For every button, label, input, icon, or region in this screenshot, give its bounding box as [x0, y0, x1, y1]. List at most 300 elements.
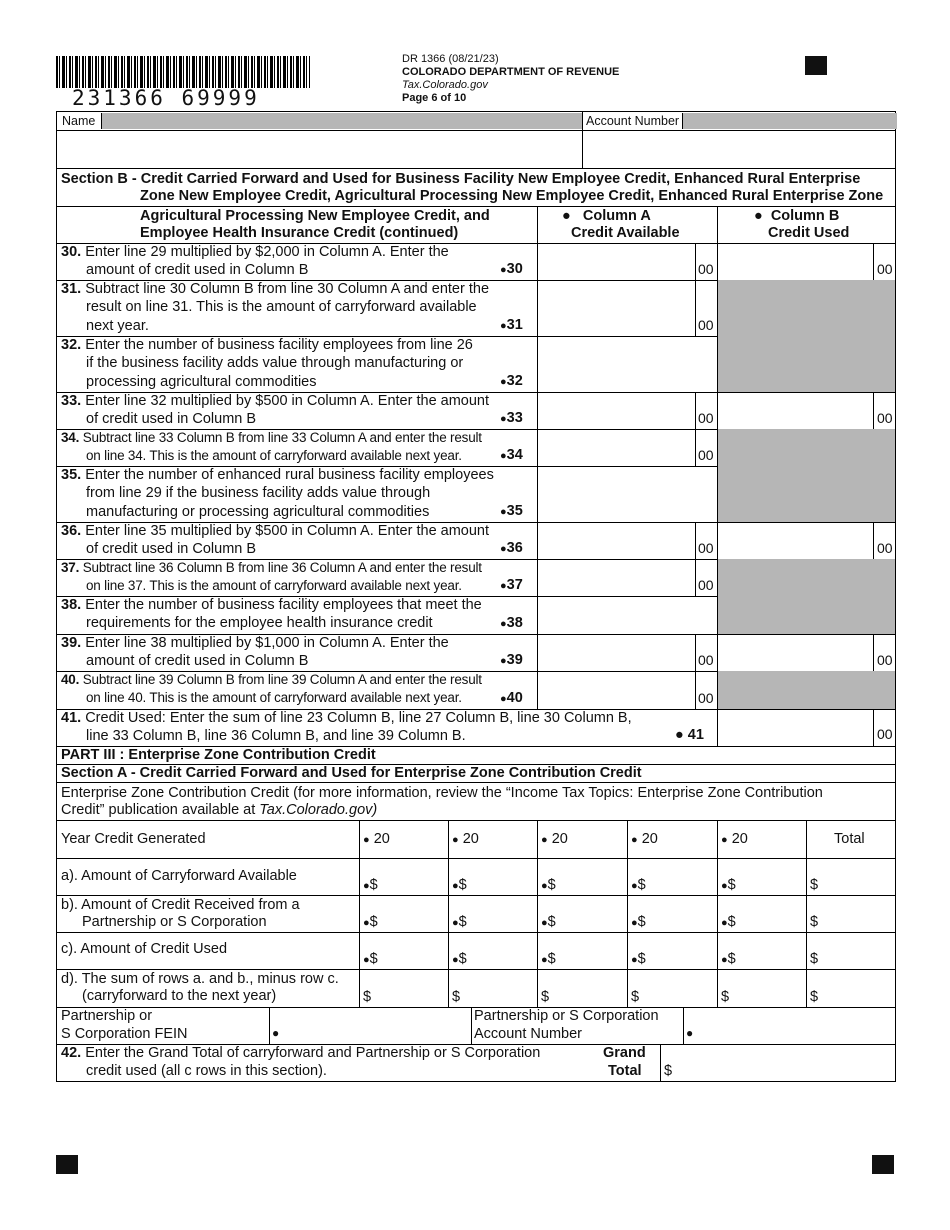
line-38-column-b-shaded — [717, 596, 895, 634]
bullet: ● — [452, 880, 459, 892]
line-41-ref-number: 41 — [687, 727, 704, 743]
row-d-label-1: d). The sum of rows a. and b., minus row c. — [61, 971, 339, 987]
dollar-sign — [541, 913, 556, 932]
bullet: ● — [721, 954, 728, 966]
name-account-row — [57, 112, 895, 169]
row-b-year-5[interactable] — [717, 895, 806, 932]
year-prefix — [363, 830, 390, 849]
row-a-year-1[interactable] — [359, 858, 448, 895]
line-36-text-1 — [61, 522, 489, 540]
line-35-desc-1: Enter the number of enhanced rural business facility employees — [85, 467, 494, 483]
dollar-sign — [631, 950, 646, 969]
line-41-text-2: line 33 Column B, line 36 Column B, and line 39 Column B. — [86, 728, 466, 744]
line-38-number: 38. — [61, 597, 82, 613]
line-41-desc-1: Credit Used: Enter the sum of line 23 Column B, line 27 Column B, line 30 Column B, — [85, 710, 632, 726]
line-35-text-3: manufacturing or processing agricultural commodities — [86, 504, 430, 520]
grid-row-a — [57, 858, 895, 896]
form-header — [402, 53, 619, 105]
dollar-sign: $ — [664, 1063, 673, 1079]
line-42-desc-1: Enter the Grand Total of carryforward and Partnership or S Corporation — [85, 1045, 541, 1061]
line-36-ref-number: 36 — [506, 540, 523, 556]
row-d-year-4[interactable] — [627, 969, 717, 1007]
bullet: ● — [363, 954, 370, 966]
bullet: ● — [754, 208, 763, 224]
part-3-section-a-row — [57, 764, 895, 783]
line-41-ref — [675, 727, 704, 743]
line-31-number: 31. — [61, 281, 82, 297]
line-32-ref — [500, 373, 523, 389]
line-39-column-b-cents: 00 — [877, 652, 893, 668]
bullet: ● — [500, 580, 507, 592]
bullet: ● — [500, 450, 507, 462]
line-38-text-1 — [61, 596, 482, 614]
line-36-column-a-cents-cell — [695, 522, 718, 559]
line-39-ref-number: 39 — [506, 652, 523, 668]
line-40-ref — [500, 690, 523, 706]
bullet: ● — [363, 880, 370, 892]
line-33-row — [57, 392, 895, 430]
row-a-year-2[interactable] — [448, 858, 537, 895]
bullet: ● — [721, 917, 728, 929]
bullet: ● — [500, 413, 507, 425]
bullet: ● — [541, 880, 548, 892]
line-31-column-b-shaded — [717, 280, 895, 336]
dollar-sign — [452, 950, 467, 969]
line-40-number: 40. — [61, 672, 80, 687]
row-d-year-1[interactable] — [359, 969, 448, 1007]
dollar-text: $ — [637, 914, 646, 930]
column-a-title — [562, 207, 651, 225]
dollar-text: $ — [547, 951, 556, 967]
bullet: ● — [500, 506, 507, 518]
dollar-text: $ — [369, 877, 378, 893]
row-b-total[interactable] — [806, 895, 895, 932]
line-33-column-a-cents: 00 — [698, 410, 714, 426]
dollar-sign — [541, 950, 556, 969]
partnership-account-label-1: Partnership or S Corporation — [474, 1008, 659, 1024]
line-37-column-a-cents: 00 — [698, 577, 714, 593]
line-39-column-a-cents-cell — [695, 634, 718, 671]
line-36-column-a-input[interactable] — [537, 522, 717, 559]
row-year-year-4-input[interactable] — [627, 820, 717, 858]
row-d-year-5[interactable] — [717, 969, 806, 1007]
row-year-year-1-input[interactable] — [359, 820, 448, 858]
line-31-ref-number: 31 — [506, 317, 523, 333]
form-id: DR 1366 (08/21/23) — [402, 53, 499, 65]
line-42-text-1 — [61, 1044, 540, 1062]
line-33-desc-1: Enter line 32 multiplied by $500 in Column A. Enter the amount — [85, 393, 490, 409]
dollar-sign: $ — [810, 914, 819, 930]
dollar-sign: $ — [721, 989, 730, 1005]
line-31-ref — [500, 317, 523, 333]
part-3-title: PART III : Enterprise Zone Contribution Credit — [61, 747, 376, 763]
line-39-column-a-input[interactable] — [537, 634, 717, 671]
row-b-year-3[interactable] — [537, 895, 627, 932]
part-3-section-a-title: Section A - Credit Carried Forward and Used for Enterprise Zone Contribution Credit — [61, 765, 642, 781]
registration-mark-bottom-left — [56, 1155, 78, 1174]
line-40-row — [57, 671, 895, 710]
bullet: ● — [452, 917, 459, 929]
line-40-column-a-cents: 00 — [698, 690, 714, 706]
line-35-column-a-input[interactable] — [537, 466, 717, 522]
line-40-column-a-cents-cell — [695, 671, 718, 709]
dollar-text: $ — [369, 914, 378, 930]
line-40-text-1 — [61, 671, 482, 689]
bullet: ● — [363, 917, 370, 929]
dollar-sign: $ — [631, 989, 640, 1005]
dollar-text: $ — [547, 914, 556, 930]
line-35-text-2: from line 29 if the business facility adds value through — [86, 485, 431, 501]
row-d-total[interactable] — [806, 969, 895, 1007]
bullet: ● — [272, 1026, 280, 1040]
bullet: ● — [500, 320, 507, 332]
account-number-input[interactable] — [583, 130, 896, 167]
barcode-number: 231366 69999 — [72, 86, 260, 110]
line-32-column-a-input[interactable] — [537, 336, 717, 392]
line-34-ref-number: 34 — [506, 447, 523, 463]
line-36-column-b-cents: 00 — [877, 540, 893, 556]
line-38-ref-number: 38 — [506, 615, 523, 631]
line-42-text-2: credit used (all c rows in this section). — [86, 1063, 327, 1079]
line-33-column-a-input[interactable] — [537, 392, 717, 429]
row-c-year-5[interactable] — [717, 932, 806, 969]
dollar-text: $ — [637, 951, 646, 967]
line-34-ref — [500, 447, 523, 463]
form-table — [56, 111, 896, 1082]
row-c-total[interactable] — [806, 932, 895, 969]
bullet: ● — [452, 954, 459, 966]
line-39-row — [57, 634, 895, 672]
line-30-desc-1: Enter line 29 multiplied by $2,000 in Column A. Enter the — [85, 244, 449, 260]
column-a-header — [537, 206, 717, 243]
line-37-number: 37. — [61, 560, 80, 575]
dollar-sign — [452, 913, 467, 932]
partnership-account-input[interactable] — [683, 1007, 895, 1044]
line-34-desc-1: Subtract line 33 Column B from line 33 Column A and enter the result — [82, 430, 482, 445]
line-37-desc-1: Subtract line 36 Column B from line 36 Column A and enter the result — [82, 560, 482, 575]
line-32-text-2: if the business facility adds value through manufacturing or — [86, 355, 464, 371]
line-35-ref — [500, 503, 523, 519]
line-36-row — [57, 522, 895, 560]
line-30-column-b-input[interactable] — [717, 243, 895, 280]
row-d-year-2[interactable] — [448, 969, 537, 1007]
line-39-column-a-cents: 00 — [698, 652, 714, 668]
name-label-shade — [101, 113, 583, 129]
line-41-column-b-input[interactable] — [717, 709, 895, 746]
bullet: ● — [562, 208, 571, 224]
line-38-column-a-input[interactable] — [537, 596, 717, 634]
line-39-text-2: amount of credit used in Column B — [86, 653, 309, 669]
row-d-label-2: (carryforward to the next year) — [82, 988, 277, 1004]
row-c-year-1[interactable] — [359, 932, 448, 969]
line-30-number: 30. — [61, 244, 82, 260]
bullet: ● — [541, 954, 548, 966]
line-33-text-2: of credit used in Column B — [86, 411, 257, 427]
line-34-number: 34. — [61, 430, 80, 445]
row-year-year-3-input[interactable] — [537, 820, 627, 858]
partnership-account-label-2: Account Number — [474, 1026, 582, 1042]
line-32-text-1 — [61, 336, 473, 354]
grid-row-b — [57, 895, 895, 933]
part-3-description-2 — [61, 801, 377, 819]
line-35-text-1 — [61, 466, 494, 484]
line-32-number: 32. — [61, 337, 82, 353]
line-33-column-b-cents-cell — [873, 392, 896, 429]
line-35-row — [57, 466, 895, 523]
line-36-number: 36. — [61, 523, 82, 539]
line-37-column-a-cents-cell — [695, 559, 718, 596]
barcode — [56, 56, 310, 88]
line-30-column-a-input[interactable] — [537, 243, 717, 280]
department-name: COLORADO DEPARTMENT OF REVENUE — [402, 66, 620, 78]
line-30-ref — [500, 261, 523, 277]
name-label: Name — [62, 114, 96, 128]
dollar-sign: $ — [810, 877, 819, 893]
line-41-cents: 00 — [877, 726, 893, 742]
line-32-desc-1: Enter the number of business facility employees from line 26 — [85, 337, 473, 353]
line-41-row — [57, 709, 895, 747]
year-prefix-text: 20 — [641, 831, 658, 847]
line-39-desc-1: Enter line 38 multiplied by $1,000 in Column A. Enter the — [85, 635, 449, 651]
line-37-ref — [500, 577, 523, 593]
page-number: Page 6 of 10 — [402, 92, 467, 104]
row-c-label: c). Amount of Credit Used — [61, 941, 228, 957]
name-row-divider — [57, 130, 895, 131]
part-3-title-row — [57, 746, 895, 765]
row-b-label-2: Partnership or S Corporation — [82, 914, 267, 930]
row-c-year-2[interactable] — [448, 932, 537, 969]
grid-row-c — [57, 932, 895, 970]
line-38-ref — [500, 615, 523, 631]
row-a-total[interactable] — [806, 858, 895, 895]
column-b-label: Column B — [770, 208, 840, 224]
year-generated-label: Year Credit Generated — [61, 831, 206, 847]
part-3-description-row — [57, 782, 895, 821]
description-text: Credit” publication available at — [61, 802, 260, 818]
line-38-desc-1: Enter the number of business facility employees that meet the — [85, 597, 482, 613]
row-b-label-1: b). Amount of Credit Received from a — [61, 897, 300, 913]
line-30-column-b-cents: 00 — [877, 261, 893, 277]
part-3-description-1: Enterprise Zone Contribution Credit (for more information, review the “Income Tax Topics: Enterprise Zone Contribution — [61, 785, 823, 801]
bullet: ● — [631, 954, 638, 966]
column-b-subtitle: Credit Used — [768, 225, 850, 241]
line-31-text-1 — [61, 280, 489, 298]
row-b-year-2[interactable] — [448, 895, 537, 932]
bullet: ● — [631, 834, 638, 846]
line-40-text-2: on line 40. This is the amount of carryforward available next year. — [86, 690, 462, 705]
dollar-sign — [631, 913, 646, 932]
row-a-year-4[interactable] — [627, 858, 717, 895]
line-40-column-b-shaded — [717, 671, 895, 709]
dollar-text: $ — [547, 877, 556, 893]
line-33-number: 33. — [61, 393, 82, 409]
dollar-sign — [631, 876, 646, 895]
dollar-sign — [541, 876, 556, 895]
dollar-text: $ — [637, 877, 646, 893]
fein-input[interactable] — [269, 1007, 471, 1044]
bullet: ● — [721, 834, 728, 846]
column-a-label: Column A — [582, 208, 651, 224]
line-34-text-2: on line 34. This is the amount of carryforward available next year. — [86, 448, 462, 463]
line-33-text-1 — [61, 392, 489, 410]
bullet: ● — [500, 376, 507, 388]
account-label-shade — [682, 113, 897, 129]
line-30-column-a-cents-cell — [695, 243, 718, 280]
dollar-text: $ — [727, 914, 736, 930]
line-30-text-2: amount of credit used in Column B — [86, 262, 309, 278]
registration-mark-bottom-right — [872, 1155, 894, 1174]
dollar-sign — [363, 950, 378, 969]
bullet: ● — [541, 917, 548, 929]
line-34-column-a-cents-cell — [695, 429, 718, 466]
line-30-row — [57, 243, 895, 281]
grand-label: Grand — [603, 1045, 646, 1061]
line-34-text-1 — [61, 429, 482, 447]
line-32-row — [57, 336, 895, 393]
line-39-text-1 — [61, 634, 449, 652]
line-39-number: 39. — [61, 635, 82, 651]
name-input[interactable] — [57, 130, 582, 167]
line-30-ref-number: 30 — [506, 261, 523, 277]
line-36-column-a-cents: 00 — [698, 540, 714, 556]
year-prefix-text: 20 — [462, 831, 479, 847]
line-38-row — [57, 596, 895, 635]
line-31-column-a-cents-cell — [695, 280, 718, 336]
line-31-row — [57, 280, 895, 337]
line-35-ref-number: 35 — [506, 503, 523, 519]
line-40-column-a-input[interactable] — [537, 671, 717, 709]
column-a-subtitle: Credit Available — [571, 225, 680, 241]
dollar-sign — [721, 950, 736, 969]
grand-total-input[interactable] — [660, 1044, 895, 1081]
dollar-text: $ — [458, 951, 467, 967]
line-35-column-b-shaded — [717, 466, 895, 522]
line-36-column-b-cents-cell — [873, 522, 896, 559]
dollar-text: $ — [727, 877, 736, 893]
line-34-row — [57, 429, 895, 467]
line-33-column-b-input[interactable] — [717, 392, 895, 429]
row-year-year-5-input[interactable] — [717, 820, 806, 858]
dollar-sign: $ — [810, 951, 819, 967]
line-33-column-b-cents: 00 — [877, 410, 893, 426]
line-31-text-3: next year. — [86, 318, 149, 334]
line-38-text-2: requirements for the employee health insurance credit — [86, 615, 433, 631]
line-37-column-a-input[interactable] — [537, 559, 717, 596]
line-35-number: 35. — [61, 467, 82, 483]
dollar-text: $ — [369, 951, 378, 967]
year-prefix-text: 20 — [551, 831, 568, 847]
line-42-number: 42. — [61, 1045, 82, 1061]
dollar-sign: $ — [452, 989, 461, 1005]
bullet: ● — [452, 834, 459, 846]
line-37-text-1 — [61, 559, 482, 577]
dollar-sign — [363, 876, 378, 895]
line-37-row — [57, 559, 895, 597]
bullet: ● — [500, 543, 507, 555]
year-prefix-text: 20 — [373, 831, 390, 847]
bullet: ● — [541, 834, 548, 846]
bullet: ● — [631, 917, 638, 929]
grid-row-year — [57, 820, 895, 859]
line-31-column-a-input[interactable] — [537, 280, 717, 336]
row-a-label: a). Amount of Carryforward Available — [61, 868, 297, 884]
bullet: ● — [363, 834, 370, 846]
line-36-text-2: of credit used in Column B — [86, 541, 257, 557]
line-40-ref-number: 40 — [506, 690, 523, 706]
grid-row-d — [57, 969, 895, 1008]
dollar-sign: $ — [541, 989, 550, 1005]
row-c-year-3[interactable] — [537, 932, 627, 969]
section-b-title-3: Agricultural Processing New Employee Credit, and — [140, 208, 490, 224]
line-39-column-b-input[interactable] — [717, 634, 895, 671]
bullet: ● — [500, 264, 507, 276]
line-32-column-b-shaded — [717, 336, 895, 392]
dollar-text: $ — [458, 914, 467, 930]
dollar-sign: $ — [810, 989, 819, 1005]
row-c-year-4[interactable] — [627, 932, 717, 969]
row-b-year-4[interactable] — [627, 895, 717, 932]
line-30-column-a-cents: 00 — [698, 261, 714, 277]
row-d-year-3[interactable] — [537, 969, 627, 1007]
description-link: Tax.Colorado.gov) — [259, 802, 378, 818]
total-header: Total — [834, 831, 865, 847]
bullet: ● — [631, 880, 638, 892]
row-a-year-3[interactable] — [537, 858, 627, 895]
bullet: ● — [686, 1026, 694, 1040]
row-b-year-1[interactable] — [359, 895, 448, 932]
section-b-title-4: Employee Health Insurance Credit (continued) — [140, 225, 459, 241]
line-33-ref-number: 33 — [506, 410, 523, 426]
line-41-number: 41. — [61, 710, 82, 726]
line-34-column-a-input[interactable] — [537, 429, 717, 466]
line-33-ref — [500, 410, 523, 426]
section-b-title-2: Zone New Employee Credit, Agricultural Processing New Employee Credit, Enhanced Rural Enterprise Zone — [140, 188, 884, 204]
account-cell — [582, 112, 895, 168]
dollar-sign: $ — [363, 989, 372, 1005]
dollar-text: $ — [458, 877, 467, 893]
fein-label-2: S Corporation FEIN — [61, 1026, 188, 1042]
bullet: ● — [500, 618, 507, 630]
total-label: Total — [608, 1063, 642, 1079]
line-30-text-1 — [61, 243, 449, 261]
row-year-year-2-input[interactable] — [448, 820, 537, 858]
row-a-year-5[interactable] — [717, 858, 806, 895]
dollar-text: $ — [727, 951, 736, 967]
line-34-column-a-cents: 00 — [698, 447, 714, 463]
line-36-column-b-input[interactable] — [717, 522, 895, 559]
line-32-ref-number: 32 — [506, 373, 523, 389]
section-b-title-1: Section B - Credit Carried Forward and Used for Business Facility New Employee Credit, Enhanced Rural Enterprise — [61, 171, 861, 187]
year-prefix — [452, 830, 479, 849]
row-year-total — [806, 820, 895, 858]
line-41-text-1 — [61, 709, 632, 727]
bullet: ● — [675, 727, 684, 743]
account-number-label: Account Number — [586, 114, 680, 128]
year-prefix — [631, 830, 658, 849]
line-40-desc-1: Subtract line 39 Column B from line 39 Column A and enter the result — [82, 672, 482, 687]
line-37-ref-number: 37 — [506, 577, 523, 593]
section-b-header — [57, 168, 895, 244]
line-42-row — [57, 1044, 895, 1082]
bullet: ● — [500, 655, 507, 667]
line-34-column-b-shaded — [717, 429, 895, 466]
account-number-label-cell — [471, 1007, 683, 1044]
year-prefix — [541, 830, 568, 849]
dollar-sign — [721, 876, 736, 895]
line-41-cents-cell — [873, 709, 896, 746]
column-b-header — [717, 206, 895, 243]
line-39-ref — [500, 652, 523, 668]
